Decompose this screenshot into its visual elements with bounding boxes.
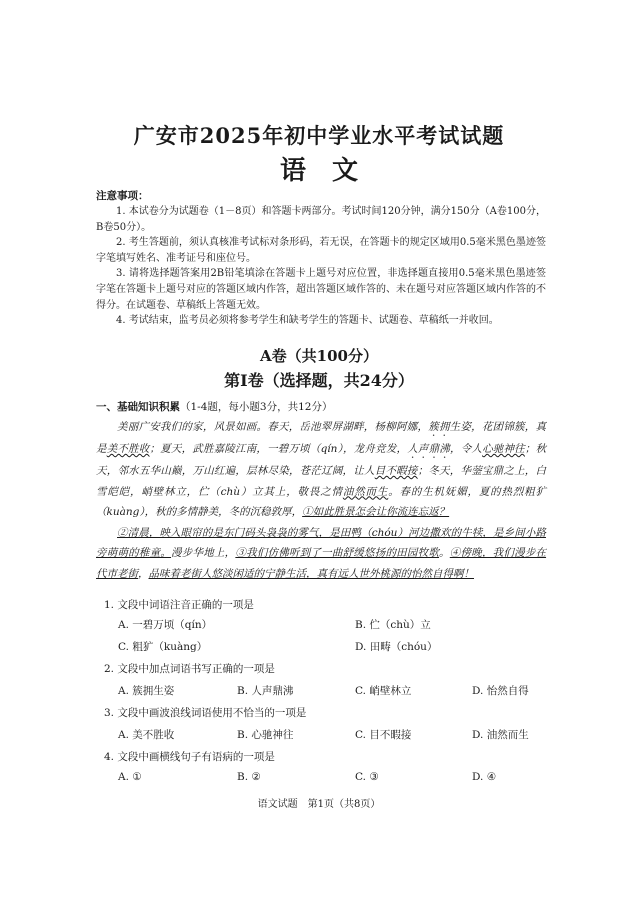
subject-title: 语文 <box>279 156 384 186</box>
passage-paragraph-1: 美丽广安我们的家，风景如画。春天，岳池翠屏湖畔，杨柳阿娜，簇拥生姿，花团锦簇，真是美不胜收；夏天，武胜嘉陵江南，一碧万顷（qín），龙舟竞发，人声鼎沸，令人心驰神往；秋天，邻水五华山巅，万山红遍，层林尽染，苍茫辽阔，让人目不暇接；冬天，华蓥宝鼎之上，白雪皑皑，峭壁林立，伫（chù）立其上，敬畏之情油然而生。春的生机妩媚，夏的热烈粗犷（kuàng），秋的多情静美，冬的沉稳敦厚，①如此胜景怎会让你流连忘返？ <box>96 421 547 518</box>
option-d[interactable]: D. 油然而生 <box>472 729 529 741</box>
section-heading <box>96 399 332 414</box>
underlined-sentence: ②清晨，映入眼帘的是东门码头袅袅的雾气，是田鸭（chóu）河边撒欢的牛犊，是乡间小路旁萌萌的稚童。 <box>96 526 546 559</box>
part-a-heading: A卷（共100分） <box>260 347 378 365</box>
notice-heading: 注意事项： <box>96 190 149 202</box>
option-b[interactable]: B. 伫（chù）立 <box>355 619 431 631</box>
option-a[interactable]: A. 一碧万顷（qín） <box>118 619 213 631</box>
question-3: 3. 文段中画波浪线词语使用不恰当的一项是 <box>104 707 307 719</box>
option-c[interactable]: C. 峭壁林立 <box>355 685 412 697</box>
option-d[interactable]: D. ④ <box>472 771 497 783</box>
notice-item: 3. 请将选择题答案用2B铅笔填涂在答题卡上题号对应位置，非选择题直接用0.5毫米黑色墨迹签字笔在答题卡上题号对应的答题区域内作答，超出答题区域作答的、未在题号对应答题区域内作答的不得分。在试题卷、草稿纸上答题无效。 <box>96 268 546 311</box>
question-2: 2. 文段中加点词语书写正确的一项是 <box>104 663 275 675</box>
underlined-sentence: ①如此胜景怎会让你流连忘返？ <box>302 506 450 518</box>
question-1: 1. 文段中词语注音正确的一项是 <box>104 599 254 611</box>
page-footer: 语文试题 第1页（共8页） <box>257 799 381 810</box>
wavy-word: 美不胜收 <box>106 443 150 455</box>
underlined-sentence: ④傍晚，我们漫步在代市老街 <box>96 547 547 580</box>
underlined-sentence: ③我们仿佛听到了一曲舒缓悠扬的田园牧歌 <box>235 547 440 559</box>
underlined-sentence: 品味着老街人悠淡闲适的宁静生活，真有远人世外桃源的怡然自得啊！ <box>148 567 474 580</box>
notice-item: 2. 考生答题前，须认真核准考试标对条形码，若无误，在答题卡的规定区域用0.5毫米黑色墨迹签字笔填写姓名、准考证号和座位号。 <box>96 237 546 264</box>
passage-paragraph-2: ②清晨，映入眼帘的是东门码头袅袅的雾气，是田鸭（chóu）河边撒欢的牛犊，是乡间小路旁萌萌的稚童。漫步华地上，③我们仿佛听到了一曲舒缓悠扬的田园牧歌。④傍晚，我们漫步在代市老街，品味着老街人悠淡闲适的宁静生活，真有远人世外桃源的怡然自得啊！ <box>96 526 547 580</box>
option-a[interactable]: A. 簇拥生姿 <box>118 685 175 697</box>
wavy-word: 油然而生 <box>342 485 389 498</box>
wavy-word: 目不暇接 <box>374 465 418 477</box>
dotted-word: 簇 <box>428 421 439 433</box>
section-note: （1-4题，每小题3分，共12分） <box>180 401 333 413</box>
question-4: 4. 文段中画横线句子有语病的一项是 <box>104 751 275 763</box>
option-a[interactable]: A. 美不胜收 <box>118 729 175 741</box>
wavy-word: 心驰神往 <box>482 443 525 455</box>
option-d[interactable]: D. 怡然自得 <box>472 685 529 697</box>
option-b[interactable]: B. 心驰神往 <box>237 729 294 741</box>
dotted-word: 拥 <box>438 421 450 433</box>
exam-title: 广安市2025年初中学业水平考试试题 <box>133 123 505 148</box>
option-d[interactable]: D. 田畴（chóu） <box>355 641 438 653</box>
option-c[interactable]: C. 粗犷（kuàng） <box>118 641 208 653</box>
notice-list <box>96 204 546 329</box>
notice-item: 4. 考试结束，监考员必须将参考学生和缺考学生的答题卡、试题卷、草稿纸一并收回。 <box>116 315 499 327</box>
option-c[interactable]: C. 目不暇接 <box>355 729 412 741</box>
option-c[interactable]: C. ③ <box>355 771 379 783</box>
option-b[interactable]: B. 人声鼎沸 <box>237 685 294 697</box>
notice-item: 1. 本试卷分为试题卷（1－8页）和答题卡两部分。考试时间120分钟，满分150分（A卷100分，B卷50分）。 <box>96 206 546 233</box>
option-b[interactable]: B. ② <box>237 771 261 783</box>
option-a[interactable]: A. ① <box>118 771 142 783</box>
part-1-heading: 第Ⅰ卷（选择题，共24分） <box>224 371 414 390</box>
section-title: 一、基础知识积累 <box>96 401 180 413</box>
dotted-word: 人声鼎沸 <box>407 443 450 455</box>
reading-passage <box>96 417 546 584</box>
